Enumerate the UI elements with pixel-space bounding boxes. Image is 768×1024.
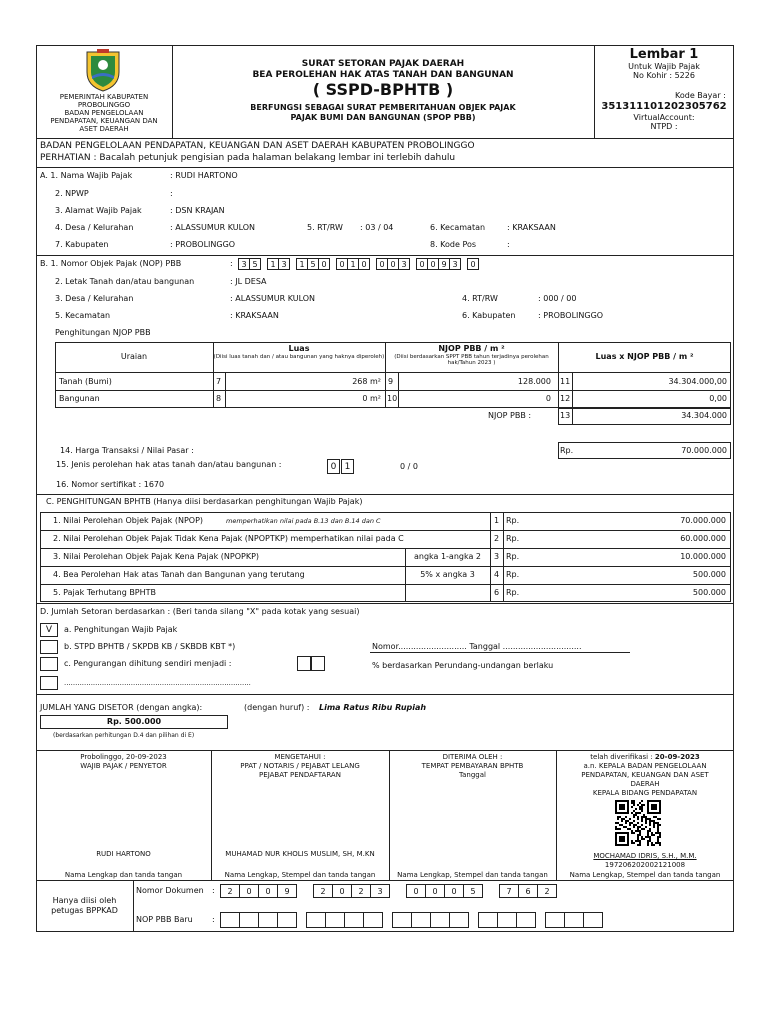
jenis-digit-2: 1 xyxy=(341,459,354,474)
nop-digit: 0 xyxy=(318,258,330,270)
row-tanah-n2: 9 xyxy=(388,377,394,386)
row-tanah-n3: 11 xyxy=(560,377,571,386)
row-tanah-njop: 128.000 xyxy=(517,377,551,386)
dokumen-digit: 9 xyxy=(277,884,297,898)
c-row-5-value: 500.000 xyxy=(692,588,726,597)
sig-3-line-3: Tanggal xyxy=(459,771,486,779)
c-row-3-no: 3 xyxy=(494,552,500,561)
a-nama-value: : RUDI HARTONO xyxy=(170,171,238,180)
b-kab-value: : PROBOLINGGO xyxy=(538,311,604,320)
b-letak-value: : JL DESA xyxy=(230,277,267,286)
nop-baru-digit[interactable] xyxy=(220,912,240,928)
dokumen-digit: 6 xyxy=(518,884,538,898)
c-row-3-mid: angka 1-angka 2 xyxy=(413,552,482,561)
sig-1-line-1: Probolinggo, 20-09-2023 xyxy=(80,753,167,761)
harga-rp: Rp. xyxy=(560,446,574,455)
njop-pbb-value: 34.304.000 xyxy=(681,411,727,420)
njop-heading: Penghitungan NJOP PBB xyxy=(55,328,151,337)
c-row-4-no: 4 xyxy=(494,570,500,579)
b-rtrw-value: : 000 / 00 xyxy=(538,294,577,303)
nop-baru-digit[interactable] xyxy=(583,912,603,928)
jenis-label: 15. Jenis perolehan hak atas tanah dan/atau bangunan : xyxy=(56,460,282,469)
sig-2-line-1: MENGETAHUI : xyxy=(274,753,326,761)
b-kec-value: : KRAKSAAN xyxy=(230,311,279,320)
nop-digit: 3 xyxy=(278,258,290,270)
jumlah-label: JUMLAH YANG DISETOR (dengan angka): xyxy=(40,703,203,712)
c-row-3-rp: Rp. xyxy=(506,552,520,561)
row-bangunan-n2: 10 xyxy=(387,394,398,403)
row-bangunan-njop: 0 xyxy=(545,394,551,403)
c-row-3-value: 10.000.000 xyxy=(680,552,726,561)
row-tanah-total: 34.304.000,00 xyxy=(668,377,727,386)
sig-1-foot: Nama Lengkap dan tanda tangan xyxy=(64,871,183,879)
verif-name: MOCHAMAD IDRIS, S.H., M.M. xyxy=(593,852,697,860)
option-a-label: a. Penghitungan Wajib Pajak xyxy=(64,625,178,634)
a-kec-value: : KRAKSAAN xyxy=(507,223,556,232)
sig-1-name: RUDI HARTONO xyxy=(96,850,151,858)
row-bangunan-n1: 8 xyxy=(216,394,222,403)
a-npwp-value: : xyxy=(170,189,173,198)
a-rtrw-label: 5. RT/RW xyxy=(307,223,343,232)
c-row-1-no: 1 xyxy=(494,516,500,525)
row-bangunan-n3: 12 xyxy=(560,394,571,403)
jumlah-angka: Rp. 500.000 xyxy=(106,717,162,726)
nop-baru-digit[interactable] xyxy=(449,912,469,928)
intro-attention: PERHATIAN : Bacalah petunjuk pengisian pada halaman belakang lembar ini terlebih dahulu xyxy=(40,153,456,163)
option-c-checkbox[interactable] xyxy=(40,657,58,671)
nop-digit: 0 xyxy=(376,258,388,270)
row-bangunan-luas: 0 m² xyxy=(362,394,381,403)
c-row-5-rp: Rp. xyxy=(506,588,520,597)
option-b-checkbox[interactable] xyxy=(40,640,58,654)
nop-baru-digit[interactable] xyxy=(306,912,326,928)
org-name-line-3: BADAN PENGELOLAAN xyxy=(64,109,144,117)
verif-line-2: a.n. KEPALA BADAN PENGELOLAAN xyxy=(583,762,707,770)
nop-baru-digit[interactable] xyxy=(363,912,383,928)
dokumen-digit: 0 xyxy=(406,884,426,898)
a-kodepos-value: : xyxy=(507,240,510,249)
a-kab-label: 7. Kabupaten xyxy=(55,240,109,249)
nop-baru-digit[interactable] xyxy=(564,912,584,928)
c-row-3-label: 3. Nilai Perolehan Objek Pajak Kena Pajak (NPOPKP) xyxy=(53,552,260,561)
a-kodepos-label: 8. Kode Pos xyxy=(430,240,477,249)
hanya-line-2: petugas BPPKAD xyxy=(51,906,118,915)
verif-line-4: DAERAH xyxy=(630,780,660,788)
org-name-line-4: PENDAPATAN, KEUANGAN DAN xyxy=(50,117,158,125)
nop-baru-digit[interactable] xyxy=(392,912,412,928)
a-nama-label: A. 1. Nama Wajib Pajak xyxy=(40,171,133,180)
nop-baru-digit[interactable] xyxy=(239,912,259,928)
c-title: C. PENGHITUNGAN BPHTB (Hanya diisi berdasarkan penghitungan Wajib Pajak) xyxy=(46,497,363,506)
sig-3-line-1: DITERIMA OLEH : xyxy=(442,753,503,761)
dokumen-digit: 2 xyxy=(313,884,333,898)
a-rtrw-value: : 03 / 04 xyxy=(360,223,394,232)
option-c-box-2[interactable] xyxy=(311,656,325,671)
c-row-1-rp: Rp. xyxy=(506,516,520,525)
c-row-1-note: memperhatikan nilai pada B.13 dan B.14 dan C xyxy=(226,517,381,525)
nop-baru-digit[interactable] xyxy=(411,912,431,928)
jenis-extra: 0 / 0 xyxy=(400,462,418,471)
nop-digit: 0 xyxy=(387,258,399,270)
intro-agency: BADAN PENGELOLAAN PENDAPATAN, KEUANGAN DAN ASET DAERAH KABUPATEN PROBOLINGGO xyxy=(40,141,475,151)
b-rtrw-label: 4. RT/RW xyxy=(462,294,498,303)
c-row-2-label: 2. Nilai Perolehan Objek Pajak Tidak Kena Pajak (NPOPTKP) memperhatikan nilai pada C xyxy=(53,534,404,543)
option-a-checkbox[interactable]: V xyxy=(40,623,58,637)
nop-digit: 5 xyxy=(307,258,319,270)
sig-2-foot: Nama Lengkap, Stempel dan tanda tangan xyxy=(224,871,376,879)
nop-baru-digit[interactable] xyxy=(258,912,278,928)
regency-emblem-icon xyxy=(84,48,122,92)
nop-digit: 1 xyxy=(267,258,279,270)
option-d-line: .................................................................................... xyxy=(64,679,251,687)
dokumen-digit: 0 xyxy=(332,884,352,898)
dokumen-digit: 2 xyxy=(351,884,371,898)
col-njop-note: (Diisi berdasarkan SPPT PBB tahun terjadinya perolehan hak/Tahun 2023 ) xyxy=(394,354,549,367)
kode-bayar-label: Kode Bayar : xyxy=(675,91,726,100)
dokumen-digit: 2 xyxy=(220,884,240,898)
b-kec-label: 5. Kecamatan xyxy=(55,311,111,320)
a-npwp-label: 2. NPWP xyxy=(55,189,89,198)
row-bangunan-total: 0,00 xyxy=(709,394,727,403)
c-row-4-mid: 5% x angka 3 xyxy=(420,570,475,579)
harga-value: 70.000.000 xyxy=(681,446,727,455)
c-row-4-label: 4. Bea Perolehan Hak atas Tanah dan Bangunan yang terutang xyxy=(53,570,305,579)
dokumen-digit: 7 xyxy=(499,884,519,898)
c-row-5-no: 6 xyxy=(494,588,500,597)
option-c-box-1[interactable] xyxy=(297,656,311,671)
org-name-line-5: ASET DAERAH xyxy=(79,125,129,133)
jumlah-huruf: Lima Ratus Ribu Rupiah xyxy=(319,703,427,712)
nomor-dokumen-label: Nomor Dokumen xyxy=(136,886,204,895)
nop-baru-digit[interactable] xyxy=(325,912,345,928)
jumlah-note: (berdasarkan perhitungan D.4 dan pilihan di E) xyxy=(53,732,195,739)
sig-2-name: MUHAMAD NUR KHOLIS MUSLIM, SH, M.KN xyxy=(225,850,375,858)
nop-baru-colon: : xyxy=(212,915,215,924)
nop-digit: 0 xyxy=(416,258,428,270)
a-kec-label: 6. Kecamatan xyxy=(430,223,486,232)
sig-3-foot: Nama Lengkap, Stempel dan tanda tangan xyxy=(397,871,548,879)
b-letak-label: 2. Letak Tanah dan/atau bangunan xyxy=(55,277,195,286)
row-bangunan-label: Bangunan xyxy=(59,394,100,403)
nop-digit: 0 xyxy=(336,258,348,270)
row-tanah-n1: 7 xyxy=(216,377,222,386)
b-desa-value: : ALASSUMUR KULON xyxy=(230,294,316,303)
c-row-1-value: 70.000.000 xyxy=(680,516,726,525)
a-alamat-value: : DSN KRAJAN xyxy=(170,206,225,215)
form-title-2: BEA PEROLEHAN HAK ATAS TANAH DAN BANGUNAN xyxy=(252,70,514,80)
a-kab-value: : PROBOLINGGO xyxy=(170,240,236,249)
jumlah-huruf-label: (dengan huruf) : xyxy=(244,703,310,712)
dokumen-digit: 0 xyxy=(444,884,464,898)
kode-bayar-value: 351311101202305762 xyxy=(601,101,727,112)
dokumen-digit: 2 xyxy=(537,884,557,898)
row-tanah-label: Tanah (Bumi) xyxy=(59,377,112,386)
dokumen-digit: 5 xyxy=(463,884,483,898)
nop-digit: 0 xyxy=(427,258,439,270)
form-title-1: SURAT SETORAN PAJAK DAERAH xyxy=(301,59,465,69)
option-d-checkbox[interactable] xyxy=(40,676,58,690)
sertifikat: 16. Nomor sertifikat : 1670 xyxy=(56,480,165,489)
nop-baru-digit[interactable] xyxy=(344,912,364,928)
org-name-line-1: PEMERINTAH KABUPATEN xyxy=(59,93,149,101)
col-luas: Luas xyxy=(288,344,310,353)
a-desa-value: : ALASSUMUR KULON xyxy=(170,223,256,232)
nop-digit: 0 xyxy=(358,258,370,270)
ntpd-label: NTPD : xyxy=(650,122,678,131)
nop-digit: 3 xyxy=(238,258,250,270)
col-total: Luas x NJOP PBB / m ² xyxy=(595,352,694,361)
verif-foot: Nama Lengkap, Stempel dan tanda tangan xyxy=(569,871,721,879)
b-nop-colon: : xyxy=(230,259,233,268)
nomor-dokumen-colon: : xyxy=(212,886,215,895)
option-c-note: % berdasarkan Perundang-undangan berlaku xyxy=(372,661,554,670)
form-subtitle-1: BERFUNGSI SEBAGAI SURAT PEMBERITAHUAN OBJEK PAJAK xyxy=(250,103,516,112)
a-alamat-label: 3. Alamat Wajib Pajak xyxy=(55,206,142,215)
njop-pbb-no: 13 xyxy=(560,411,571,420)
verif-line-1: telah diverifikasi : 20-09-2023 xyxy=(590,753,700,761)
untuk-label: Untuk Wajib Pajak xyxy=(628,62,700,71)
form-subtitle-2: PAJAK BUMI DAN BANGUNAN (SPOP PBB) xyxy=(290,113,476,122)
col-njop: NJOP PBB / m ² xyxy=(438,344,505,353)
b-desa-label: 3. Desa / Kelurahan xyxy=(55,294,134,303)
nop-baru-digit[interactable] xyxy=(545,912,565,928)
col-uraian: Uraian xyxy=(120,352,148,361)
option-b-label: b. STPD BPHTB / SKPDB KB / SKBDB KBT *) xyxy=(64,642,236,651)
option-b-nomor: Nomor........................... Tanggal ............................... xyxy=(372,642,582,651)
a-desa-label: 4. Desa / Kelurahan xyxy=(55,223,134,232)
sig-1-line-2: WAJIB PAJAK / PENYETOR xyxy=(80,762,167,770)
nop-baru-digit[interactable] xyxy=(277,912,297,928)
c-row-4-value: 500.000 xyxy=(692,570,726,579)
kohir-number: No Kohir : 5226 xyxy=(633,71,695,80)
nop-digit: 1 xyxy=(296,258,308,270)
njop-pbb-label: NJOP PBB : xyxy=(488,411,532,420)
dokumen-digit: 0 xyxy=(425,884,445,898)
sig-2-line-2: PPAT / NOTARIS / PEJABAT LELANG xyxy=(240,762,360,770)
option-c-label: c. Pengurangan dihitung sendiri menjadi : xyxy=(64,659,232,668)
jenis-digit-1: 0 xyxy=(327,459,340,474)
hanya-line-1: Hanya diisi oleh xyxy=(52,896,117,905)
form-title-3: ( SSPD-BPHTB ) xyxy=(312,80,454,99)
c-row-2-rp: Rp. xyxy=(506,534,520,543)
b-kab-label: 6. Kabupaten xyxy=(462,311,516,320)
qr-code-icon xyxy=(615,800,661,846)
verif-nip: 197206202002121008 xyxy=(604,861,686,869)
nop-baru-digit[interactable] xyxy=(430,912,450,928)
dokumen-digit: 0 xyxy=(258,884,278,898)
verif-line-3: PENDAPATAN, KEUANGAN DAN ASET xyxy=(581,771,709,779)
dokumen-digit: 0 xyxy=(239,884,259,898)
c-row-1-label: 1. Nilai Perolehan Objek Pajak (NPOP) xyxy=(53,516,204,525)
row-tanah-luas: 268 m² xyxy=(352,377,381,386)
dokumen-digit: 3 xyxy=(370,884,390,898)
c-row-5-label: 5. Pajak Terhutang BPHTB xyxy=(53,588,157,597)
sig-3-line-2: TEMPAT PEMBAYARAN BPHTB xyxy=(421,762,524,770)
b-nop-label: B. 1. Nomor Objek Pajak (NOP) PBB xyxy=(40,259,182,268)
nop-baru-digit[interactable] xyxy=(497,912,517,928)
verif-line-5: KEPALA BIDANG PENDAPATAN xyxy=(592,789,698,797)
nop-baru-label: NOP PBB Baru xyxy=(136,915,193,924)
nop-digit: 0 xyxy=(467,258,479,270)
nop-digit: 3 xyxy=(449,258,461,270)
nop-digit: 5 xyxy=(249,258,261,270)
d-title: D. Jumlah Setoran berdasarkan : (Beri tanda silang "X" pada kotak yang sesuai) xyxy=(40,607,360,616)
c-row-4-rp: Rp. xyxy=(506,570,520,579)
org-name-line-2: PROBOLINGGO xyxy=(77,101,131,109)
nop-baru-digit[interactable] xyxy=(478,912,498,928)
harga-label: 14. Harga Transaksi / Nilai Pasar : xyxy=(60,446,194,455)
nop-baru-digit[interactable] xyxy=(516,912,536,928)
nop-digit: 3 xyxy=(398,258,410,270)
nop-digit: 1 xyxy=(347,258,359,270)
c-row-2-value: 60.000.000 xyxy=(680,534,726,543)
col-luas-note: (Diisi luas tanah dan / atau bangunan yang haknya diperoleh) xyxy=(213,354,385,360)
nop-digit: 9 xyxy=(438,258,450,270)
lembar-label: Lembar 1 xyxy=(629,47,699,62)
virtual-account: VirtualAccount: xyxy=(633,113,695,122)
c-row-2-no: 2 xyxy=(494,534,500,543)
sig-2-line-3: PEJABAT PENDAFTARAN xyxy=(259,771,341,779)
